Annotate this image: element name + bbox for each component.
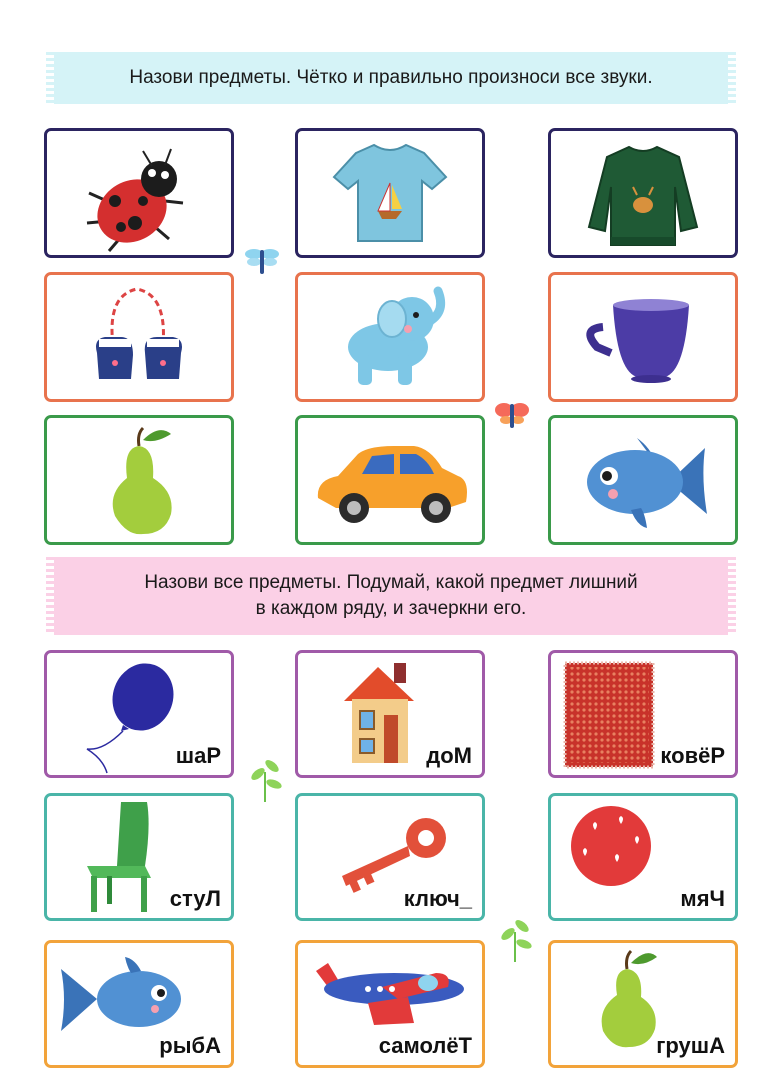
word-label: грушА [656,1033,725,1058]
picture-card-mittens[interactable] [44,272,234,402]
task1-instruction-banner [46,52,736,104]
butterfly-icon [494,400,530,435]
word-card-house[interactable] [295,650,485,778]
picture-card-pear[interactable] [44,415,234,545]
word-card-airplane[interactable] [295,940,485,1068]
car-icon [298,418,482,542]
picture-card-car[interactable] [295,415,485,545]
sweater-icon [551,131,735,255]
word-label: мяЧ [680,886,725,911]
word-card-carpet[interactable] [548,650,738,778]
word-card-balloon[interactable] [44,650,234,778]
picture-card-tshirt[interactable] [295,128,485,258]
task1-instruction: Назови предметы. Чётко и правильно произноси все звуки. [129,67,653,88]
word-label: самолёТ [378,1033,472,1058]
task2-instruction-banner [46,557,736,635]
dragonfly-icon [244,242,280,281]
elephant-icon [298,275,482,399]
picture-card-ladybug[interactable] [44,128,234,258]
word-card-ball[interactable] [548,793,738,921]
mittens-icon [47,275,231,399]
word-label: стуЛ [169,886,221,911]
word-label: ковёР [660,743,725,768]
word-label: доМ [426,743,472,768]
fish-icon [551,418,735,542]
picture-card-cup[interactable] [548,272,738,402]
word-card-pear[interactable] [548,940,738,1068]
task2-instruction-line1: Назови все предметы. Подумай, какой предмет лишний [144,572,638,593]
word-card-key[interactable] [295,793,485,921]
tshirt-icon [298,131,482,255]
picture-card-sweater[interactable] [548,128,738,258]
word-card-chair[interactable] [44,793,234,921]
leaf-sprig-icon [498,912,532,969]
picture-card-elephant[interactable] [295,272,485,402]
picture-card-fish[interactable] [548,415,738,545]
word-card-fish[interactable] [44,940,234,1068]
cup-icon [551,275,735,399]
leaf-sprig-icon [248,752,282,809]
ladybug-icon [47,131,231,255]
word-label: рыбА [159,1033,221,1058]
word-label: ключ_ [403,886,472,911]
task2-instruction-line2: в каждом ряду, и зачеркни его. [255,598,527,619]
word-label: шаР [175,743,221,768]
pear-icon [47,418,231,542]
